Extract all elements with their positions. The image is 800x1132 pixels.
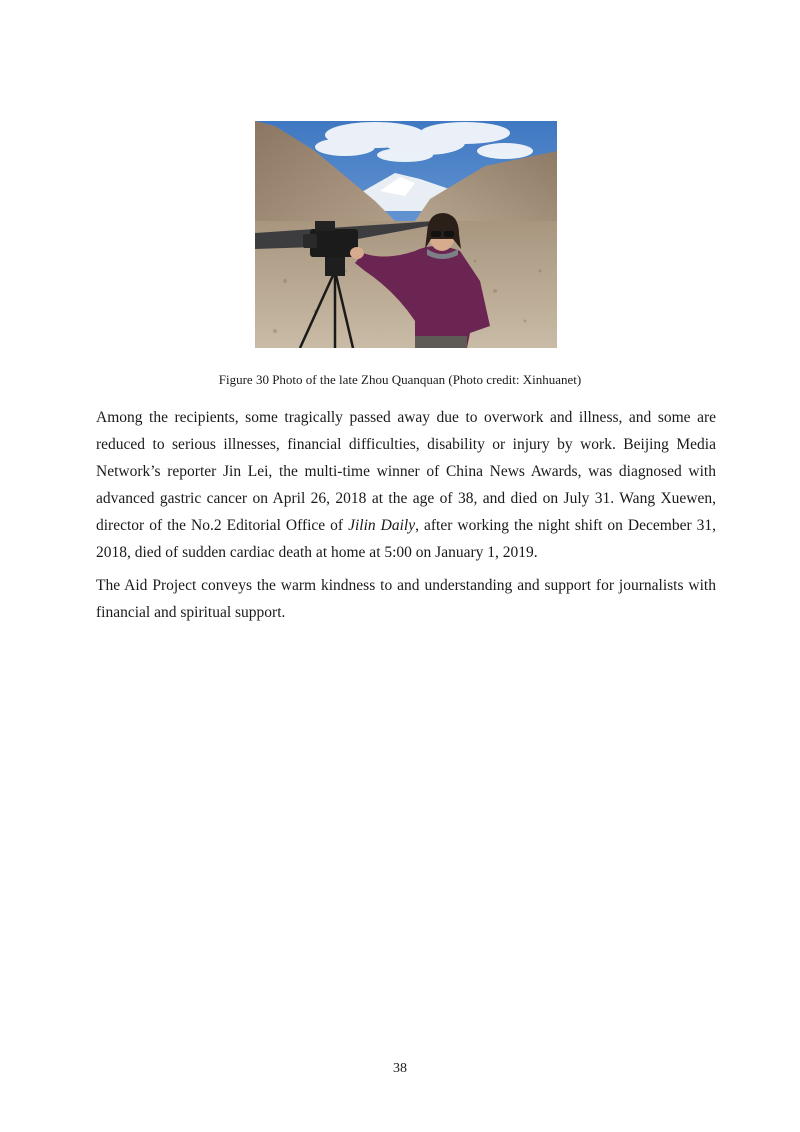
- paragraph-1-text-b: , after working the night shift on December 31, 2018, died of sudden cardiac death at home at 5:00 on January 1, 2019.: [96, 517, 716, 561]
- page-number: 38: [393, 1061, 407, 1076]
- body-paragraph-2: The Aid Project conveys the warm kindness to and understanding and support for journalists with financial and spiritual support.: [96, 577, 716, 621]
- paragraph-1-text-a: Among the recipients, some tragically passed away due to overwork and illness, and some are reduced to serious illnesses, financial difficulties, disability or injury by work. Beijing Media Network’s reporter Jin Lei, the multi-time winner of China News Awards, was diagnosed with advanced gastric cancer on April 26, 2018 at the age of 38, and died on July 31. Wang Xuewen, director of the No.2 Editorial Office of: [96, 409, 716, 534]
- photo-figure: [255, 121, 557, 348]
- photo-of-reporter-with-camera: [255, 121, 557, 348]
- newspaper-title: Jilin Daily: [348, 517, 416, 534]
- figure-caption: Figure 30 Photo of the late Zhou Quanquan (Photo credit: Xinhuanet): [218, 372, 582, 387]
- body-paragraph-1: [96, 404, 716, 566]
